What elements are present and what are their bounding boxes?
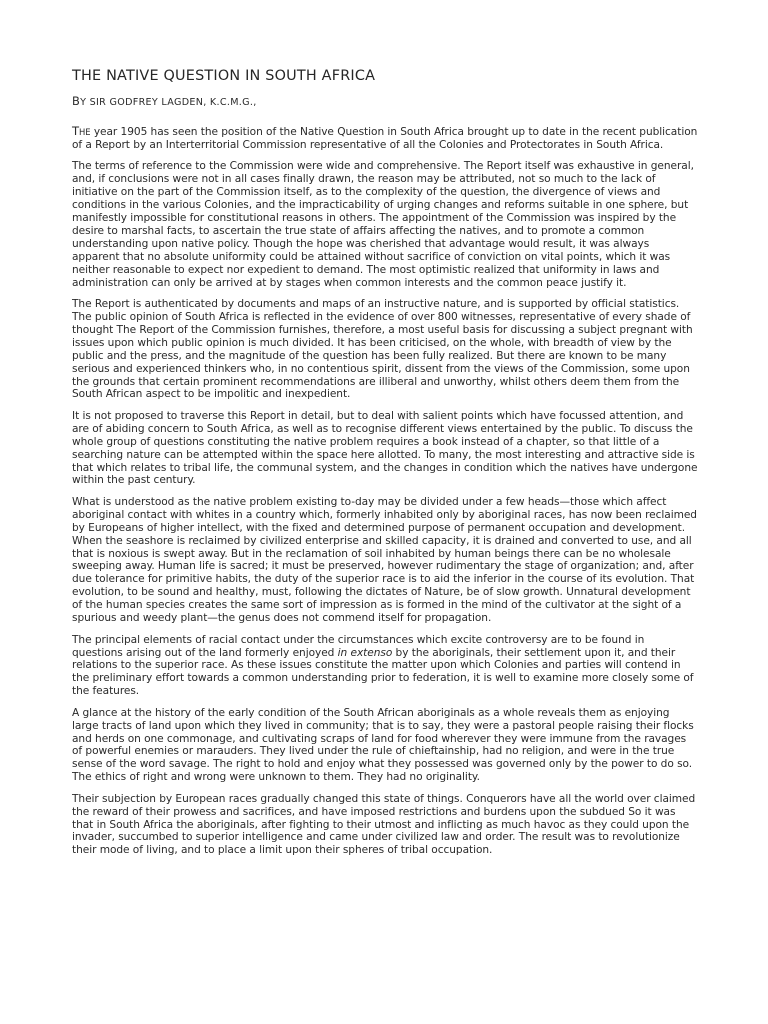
italic-in-extenso: in extenso <box>337 646 393 659</box>
lead-text: year 1905 has seen the position of the Native Question in South Africa brought up to date in the recent publication of a Report by an Interterritorial Commission representative of all the Colonies and Protectorates in South Africa. <box>72 126 698 151</box>
article-byline <box>72 94 698 110</box>
lead-initial: T <box>72 124 80 138</box>
paragraph-principal-elements-before: The principal elements of racial contact under the circumstances which excite controversy are to be found in questions arising out of the land formerly enjoyed <box>72 633 645 659</box>
paragraph-principal-elements <box>72 634 698 699</box>
paragraph-early-condition: A glance at the history of the early condition of the South African aboriginals as a whole reveals them as enjoying large tracts of land upon which they lived in community; that is to say, they were a pastoral people raising their flocks and herds on one commonage, and cultivating scraps of land for food wherever they were immune from the ravages of powerful enemies or marauders. They lived under the rule of chieftainship, had no religion, and were in the true sense of the word savage. The right to hold and enjoy what they possessed was governed only by the power to do so. The ethics of right and wrong were unknown to them. They had no originality. <box>72 706 694 784</box>
byline-author: SIR GODFREY LAGDEN, K.C.M.G., <box>86 97 257 108</box>
lead-smallcaps: HE <box>79 127 91 137</box>
paragraph-principal-elements-after: by the aboriginals, their settlement upon it, and their relations to the superior race. As these issues constitute the matter upon which Colonies and parties will contend in the preliminary effort towards a common understanding prior to federation, it is well to examine more closely some of the features. <box>72 646 694 698</box>
byline-initial: B <box>72 94 81 108</box>
paragraph-subjection: Their subjection by European races gradually changed this state of things. Conquerors have all the world over claimed the reward of their prowess and sacrifices, and have imposed restrictions and burdens upon the subdued So it was that in South Africa the aboriginals, after fighting to their utmost and inflicting as much havoc as they could upon the invader, succumbed to superior intelligence and came under civilized law and order. The result was to revolutionize their mode of living, and to place a limit upon their spheres of tribal occupation. <box>72 792 696 857</box>
lead-paragraph <box>72 125 698 152</box>
article-title: THE NATIVE QUESTION IN SOUTH AFRICA <box>72 68 376 84</box>
paragraph-terms-of-reference: The terms of reference to the Commission were wide and comprehensive. The Report itself was exhaustive in general, and, if conclusions were not in all cases finally drawn, the reason may be attributed, not so much to the lack of initiative on the part of the Commission itself, as to the complexity of the question, the divergence of views and conditions in the various Colonies, and the impracticability of urging changes and reforms suitable in one sphere, but manifestly impossible for constitutional reasons in others. The appointment of the Commission was inspired by the desire to marshal facts, to ascertain the true state of affairs affecting the natives, and to promote a common understanding upon native policy. Though the hope was cherished that advantage would result, it was always apparent that no absolute uniformity could be attained without sacrifice of conviction on vital points, which it was neither reasonable to expect nor expedient to demand. The most optimistic realized that uniformity in laws and administration can only be arrived at by stages when common interests and the common peace justify it. <box>72 160 694 289</box>
paragraph-native-problem: What is understood as the native problem existing to-day may be divided under a few heads—those which affect aboriginal contact with whites in a country which, formerly inhabited only by aboriginal races, has now been reclaimed by Europeans of higher intellect, with the fixed and determined purpose of permanent occupation and development. When the seashore is reclaimed by civilized enterprise and skilled capacity, it is drained and converted to use, and all that is noxious is swept away. But in the reclamation of soil inhabited by human beings there can be no wholesale sweeping away. Human life is sacred; it must be preserved, however rudimentary the stage of organization; and, after due tolerance for primitive habits, the duty of the superior race is to aid the inferior in the course of its evolution. That evolution, to be sound and healthy, must, following the dictates of Nature, be of slow growth. Unnatural development of the human species creates the same sort of impression as is formed in the mind of the cultivator at the sight of a spurious and weedy plant—the genus does not commend itself for propagation. <box>72 495 697 625</box>
paragraph-not-proposed: It is not proposed to traverse this Report in detail, but to deal with salient points which have focussed attention, and are of abiding concern to South Africa, as well as to recognise different views entertained by the public. To discuss the whole group of questions constituting the native problem requires a book instead of a chapter, so that little of a searching nature can be attempted within the space here allotted. To many, the most interesting and attractive side is that which relates to tribal life, the communal system, and the changes in condition which the natives have undergone within the past century. <box>72 409 698 487</box>
paragraph-report-authenticated: The Report is authenticated by documents and maps of an instructive nature, and is supported by official statistics. The public opinion of South Africa is reflected in the evidence of over 800 witnesses, representative of every shade of thought The Report of the Commission furnishes, therefore, a most useful basis for discussing a subject pregnant with issues upon which public opinion is much divided. It has been criticised, on the whole, with breadth of view by the public and the press, and the magnitude of the question has been fully realized. But there are known to be many serious and experienced thinkers who, in no contentious spirit, dissent from the views of the Commission, some upon the grounds that certain prominent recommendations are illiberal and unworthy, whilst others deem them from the South African aspect to be impolitic and inexpedient. <box>72 298 693 401</box>
byline-by-rest: Y <box>80 97 87 108</box>
document-page <box>72 66 698 866</box>
article-body <box>72 125 698 857</box>
